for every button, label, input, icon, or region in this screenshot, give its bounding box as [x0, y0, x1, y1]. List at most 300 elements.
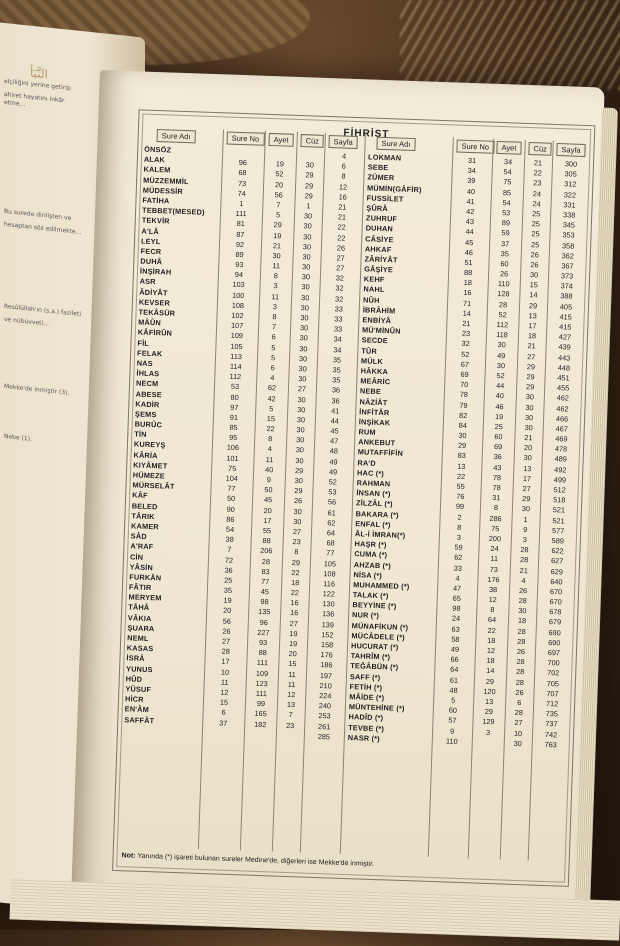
page-number: 49	[329, 456, 338, 467]
surah-name: NUR (*)	[351, 610, 380, 621]
ayah-count: 52	[498, 309, 507, 320]
surah-name: FURKÂN	[129, 572, 162, 583]
surah-name: TAHRÎM (*)	[350, 651, 391, 662]
surah-number: 87	[236, 229, 245, 239]
header-sayfa: Sayfa	[328, 135, 358, 149]
juz-number: 25	[531, 219, 541, 229]
surah-number: 41	[466, 196, 475, 206]
page-number: 41	[331, 405, 340, 416]
surah-name: KASAS	[126, 643, 154, 654]
surah-number: 114	[229, 361, 242, 372]
header-sure-adi: Sure Adı	[157, 129, 196, 143]
surah-name: ÂDİYÂT	[139, 287, 168, 298]
juz-number: 30	[298, 364, 307, 374]
column-divider	[428, 137, 454, 857]
surah-name: İHLAS	[136, 368, 160, 379]
juz-number: 30	[298, 353, 308, 364]
page-number: 35	[332, 355, 342, 365]
left-cuz-column	[278, 150, 322, 731]
surah-number: 32	[461, 339, 470, 349]
page-number: 152	[321, 629, 334, 640]
ayah-count: 9	[266, 475, 271, 485]
page-number: 61	[327, 507, 336, 518]
column-divider	[240, 131, 266, 851]
header-cuz: Cüz	[528, 142, 552, 156]
juz-number: 21	[533, 158, 543, 168]
page-number: 640	[550, 576, 563, 587]
ayah-count: 12	[488, 594, 497, 605]
ayah-count: 96	[259, 617, 269, 627]
ayah-count: 165	[254, 709, 267, 719]
page-number: 33	[333, 324, 343, 334]
left-page-text: Mekke'de inmiştir (3).	[4, 382, 70, 397]
surah-number: 100	[231, 290, 245, 300]
surah-name: FUSSİLET	[366, 193, 404, 204]
surah-name: BURÛC	[134, 419, 163, 430]
surah-name: TEKVİR	[141, 215, 170, 226]
surah-number: 5	[451, 695, 456, 705]
ayah-count: 75	[491, 523, 500, 533]
juz-number: 13	[523, 463, 532, 473]
surah-number: 80	[230, 392, 239, 402]
juz-number: 30	[299, 343, 308, 353]
page-number: 240	[318, 701, 332, 711]
page-number: 116	[323, 578, 336, 589]
juz-number: 24	[532, 198, 541, 209]
surah-number: 94	[234, 270, 244, 280]
surah-name: RUM	[358, 427, 376, 437]
surah-number: 70	[460, 379, 469, 390]
surah-number: 71	[462, 298, 472, 308]
juz-number: 30	[296, 414, 306, 425]
juz-number: 30	[293, 506, 302, 516]
ayah-count: 49	[497, 350, 506, 360]
surah-name: AHKAF	[364, 244, 392, 254]
juz-number: 30	[529, 270, 539, 280]
ayah-count: 34	[503, 157, 513, 167]
ayah-count: 128	[497, 289, 510, 299]
juz-number: 16	[289, 608, 299, 618]
surah-name: CİN	[129, 551, 144, 562]
ayah-count: 200	[488, 533, 502, 544]
juz-number: 30	[524, 412, 534, 423]
index-frame	[112, 109, 595, 886]
right-sayfa-column	[534, 159, 589, 751]
juz-number: 29	[304, 180, 314, 191]
surah-name: KEVSER	[138, 297, 171, 308]
juz-number: 30	[303, 211, 313, 221]
surah-name: ALAK	[143, 154, 166, 165]
surah-number: 49	[450, 644, 460, 654]
juz-number: 30	[513, 738, 522, 748]
juz-number: 21	[519, 565, 529, 575]
left-page-text: Nebe (1).	[4, 432, 32, 443]
left-page-text: ve nübüvveti...	[4, 315, 49, 328]
ayah-count: 5	[270, 352, 276, 363]
ayah-count: 286	[489, 513, 502, 523]
ayah-count: 75	[503, 177, 512, 187]
ayah-count: 22	[487, 625, 496, 635]
left-ayet-column	[246, 149, 294, 730]
surah-number: 33	[453, 563, 463, 573]
surah-number: 101	[226, 453, 239, 463]
page-number: 49	[328, 467, 338, 477]
surah-number: 23	[461, 328, 471, 339]
surah-number: 4	[455, 573, 460, 583]
page-number: 742	[544, 729, 558, 739]
surah-number: 14	[462, 308, 471, 318]
right-ayet-column	[474, 157, 522, 738]
surah-name: ŞEMS	[134, 409, 157, 420]
left-sure-no-column	[204, 147, 262, 729]
page-number: 305	[564, 169, 577, 179]
surah-number: 47	[452, 583, 462, 593]
ayah-count: 135	[257, 607, 271, 617]
juz-number: 13	[286, 700, 296, 710]
ayah-count: 11	[271, 291, 280, 302]
surah-number: 6	[221, 707, 226, 718]
page-number: 415	[559, 312, 572, 322]
juz-number: 20	[523, 443, 533, 453]
surah-name: NİSA (*)	[353, 569, 383, 580]
ayah-count: 98	[260, 597, 269, 607]
page-title: FİHRİST	[343, 127, 390, 141]
juz-number: 30	[295, 455, 304, 465]
surah-number: 56	[222, 616, 232, 626]
surah-name: MÜ'MİNÛN	[361, 325, 401, 336]
page-number: 679	[548, 617, 562, 627]
juz-number: 1	[523, 514, 528, 524]
juz-number: 21	[527, 341, 536, 351]
ayah-count: 5	[269, 403, 274, 413]
juz-number: 29	[522, 494, 531, 504]
surah-name: MÜNAFİKUN (*)	[351, 620, 409, 632]
page-number: 32	[335, 273, 345, 283]
surah-name: FELAK	[136, 348, 163, 359]
ayah-count: 30	[497, 340, 506, 350]
surah-number: 91	[229, 412, 239, 422]
page-number: 512	[553, 485, 566, 495]
juz-number: 30	[303, 231, 312, 241]
ayah-count: 40	[495, 391, 505, 401]
surah-number: 26	[222, 626, 231, 636]
surah-number: 10	[220, 667, 230, 677]
header-sayfa: Sayfa	[556, 143, 586, 157]
page-number: 478	[554, 444, 568, 454]
ayah-count: 20	[263, 505, 272, 515]
page-number: 35	[332, 375, 341, 385]
juz-number: 30	[518, 606, 527, 616]
surah-number: 18	[463, 278, 473, 288]
page-number: 68	[326, 538, 335, 548]
ayah-count: 19	[273, 230, 282, 240]
page-number: 735	[545, 709, 559, 719]
surah-number: 110	[445, 736, 458, 746]
surah-name: BAKARA (*)	[355, 508, 399, 520]
juz-number: 30	[296, 425, 305, 435]
juz-number: 30	[299, 333, 308, 343]
surah-number: 96	[238, 158, 248, 168]
surah-name: KÂFİRÛN	[137, 327, 173, 339]
surah-name: NASR (*)	[347, 732, 381, 743]
surah-name: NAS	[136, 358, 153, 368]
surah-name: YUNUS	[125, 663, 153, 674]
ayah-count: 69	[493, 442, 503, 452]
page-number: 77	[326, 548, 335, 558]
page-number: 139	[321, 619, 335, 630]
ayah-count: 18	[487, 635, 496, 645]
surah-number: 68	[238, 168, 247, 178]
page-number: 62	[327, 517, 336, 528]
juz-number: 20	[288, 649, 297, 659]
surah-number: 65	[452, 593, 461, 603]
juz-number: 29	[305, 170, 314, 180]
ayah-count: 55	[262, 525, 272, 536]
page-number: 56	[327, 497, 337, 507]
surah-name: KEHF	[363, 274, 385, 285]
page-number: 35	[332, 365, 341, 375]
ayah-count: 30	[496, 360, 506, 371]
surah-name: TÂHÂ	[128, 602, 150, 613]
surah-number: 29	[457, 440, 467, 451]
surah-number: 43	[465, 216, 475, 227]
page-number: 108	[323, 568, 336, 579]
juz-number: 27	[292, 526, 302, 537]
page-number: 467	[555, 423, 569, 434]
surah-number: 104	[225, 473, 239, 484]
surah-number: 3	[456, 532, 462, 542]
ayah-count: 8	[493, 503, 499, 513]
juz-number: 30	[301, 282, 310, 292]
juz-number: 15	[529, 280, 538, 290]
juz-number: 28	[514, 707, 524, 718]
surah-name: SÂD	[130, 531, 147, 542]
page-number: 8	[341, 171, 346, 182]
header-ayet: Ayet	[268, 133, 293, 147]
page-number: 489	[554, 454, 567, 464]
surah-name: ASR	[139, 276, 156, 287]
ayah-count: 11	[265, 454, 274, 464]
juz-number: 26	[516, 646, 526, 657]
juz-number: 30	[521, 504, 531, 514]
juz-number: 26	[518, 585, 528, 596]
page-number: 367	[561, 261, 574, 271]
footnote-label: Not:	[121, 852, 136, 860]
surah-number: 28	[221, 646, 231, 657]
surah-number: 7	[227, 545, 232, 555]
ayah-count: 28	[498, 299, 508, 309]
column-divider	[340, 134, 366, 854]
juz-number: 25	[532, 209, 541, 219]
surah-name: YÂSİN	[129, 562, 154, 572]
surah-number: 74	[237, 188, 247, 198]
ayah-count: 60	[500, 258, 509, 269]
surah-name: TEKÂSÜR	[138, 307, 176, 318]
juz-number: 16	[290, 598, 299, 608]
page-number: 122	[322, 589, 336, 599]
surah-name: ANKEBUT	[358, 437, 396, 448]
ayah-count: 85	[502, 187, 512, 197]
ayah-count: 45	[260, 586, 270, 597]
juz-number: 15	[288, 659, 297, 669]
surah-name: TALAK (*)	[352, 590, 389, 601]
surah-name: İNSAN (*)	[356, 488, 391, 499]
surah-number: 113	[230, 351, 243, 361]
surah-number: 50	[226, 494, 236, 504]
surah-name: HÜMEZE	[132, 470, 166, 481]
juz-number: 11	[287, 679, 296, 689]
page-number: 443	[558, 352, 571, 363]
surah-name: ÖNSÖZ	[144, 144, 172, 155]
ayah-count: 37	[500, 238, 510, 248]
surah-name: DUHAN	[365, 223, 394, 234]
surah-name: İNŞİKAK	[358, 417, 391, 428]
surah-number: 9	[449, 726, 455, 736]
juz-number	[298, 150, 322, 161]
page-number: 176	[320, 650, 333, 660]
surah-name: ABESE	[135, 388, 163, 399]
page-number: 197	[319, 670, 333, 681]
surah-number: 105	[230, 341, 243, 351]
page-number: 26	[336, 243, 346, 253]
surah-number: 102	[231, 310, 244, 321]
surah-name: CÂSİYE	[365, 233, 394, 244]
surah-number: 45	[465, 237, 474, 247]
page-number: 34	[333, 344, 342, 355]
surah-number: 21	[462, 318, 471, 329]
ayah-count: 118	[496, 330, 508, 340]
page-number: 22	[337, 222, 346, 232]
ayah-count: 30	[272, 251, 281, 261]
surah-name: MÂİDE (*)	[349, 692, 385, 703]
surah-number: 8	[457, 522, 462, 532]
surah-name: ZÜMER	[367, 172, 395, 183]
page-number: 358	[561, 240, 575, 251]
surah-name: ZÂRİYÂT	[364, 254, 398, 265]
ayah-count: 54	[502, 197, 511, 208]
page-number: 48	[329, 446, 339, 456]
juz-number: 30	[299, 323, 309, 333]
page-number: 415	[559, 322, 572, 332]
page-number: 627	[550, 556, 564, 566]
index-page	[70, 70, 604, 937]
ayah-count: 120	[483, 686, 496, 696]
page-number: 499	[553, 474, 567, 485]
juz-number: 28	[517, 626, 526, 636]
ayah-count: 88	[258, 648, 267, 658]
page-number: 32	[334, 293, 344, 304]
surah-number: 15	[219, 697, 229, 707]
juz-number: 4	[521, 575, 526, 585]
ayah-count: 112	[496, 319, 509, 330]
juz-number: 29	[291, 557, 301, 567]
left-page-text: Bu surede dirilişten ve	[4, 207, 72, 222]
juz-number: 17	[528, 321, 537, 331]
page-number: 700	[547, 658, 560, 668]
ayah-count: 93	[258, 637, 268, 648]
surah-name: TEĞÂBÜN (*)	[350, 661, 399, 673]
page-number: 130	[322, 599, 335, 609]
surah-name: KALEM	[143, 164, 171, 175]
juz-number: 18	[527, 331, 537, 341]
page-number: 186	[320, 660, 333, 670]
surah-name: KÂF	[132, 490, 148, 501]
surah-number: 27	[221, 636, 231, 646]
juz-number: 17	[522, 473, 532, 484]
surah-number: 99	[455, 502, 465, 512]
juz-number: 13	[528, 310, 537, 321]
ayah-count: 45	[263, 495, 273, 505]
surah-number: 92	[235, 239, 245, 249]
surah-name: FATİHA	[142, 195, 170, 206]
page-number: 158	[320, 640, 334, 650]
surah-name: NÂZİÂT	[359, 396, 388, 407]
ayah-count: 26	[499, 269, 509, 279]
ayah-count: 4	[267, 444, 273, 454]
surah-name: İSRÂ	[126, 653, 145, 664]
surah-number: 16	[463, 288, 472, 298]
surah-number: 34	[467, 166, 476, 176]
ayah-count: 52	[275, 169, 284, 179]
page-number: 462	[556, 403, 569, 414]
surah-number: 109	[230, 331, 244, 341]
juz-number: 8	[294, 547, 299, 557]
page-number: 44	[330, 416, 340, 426]
surah-name: NEBE	[359, 386, 382, 397]
juz-number: 11	[288, 669, 296, 679]
ayah-count: 52	[496, 370, 505, 381]
page-number: 362	[561, 250, 575, 261]
juz-number: 30	[298, 374, 307, 384]
ayah-count: 206	[260, 546, 273, 556]
page-number: 707	[546, 688, 559, 699]
ayah-count: 6	[271, 332, 276, 342]
surah-number: 90	[226, 504, 235, 514]
ayah-count: 111	[256, 658, 269, 668]
page-number: 261	[317, 721, 331, 731]
surah-number: 12	[220, 687, 229, 697]
ayah-count: 5	[275, 210, 281, 220]
juz-number: 30	[305, 160, 315, 170]
surah-name: FÂTIR	[128, 582, 152, 593]
surah-name: MÜDESSİR	[142, 185, 184, 196]
page-number: 405	[559, 301, 573, 312]
left-page-text: hesaptan söz edilmekte...	[4, 220, 82, 237]
juz-number: 29	[526, 372, 535, 382]
juz-number: 30	[300, 313, 309, 323]
surah-name: MÜNTEHİNE (*)	[348, 702, 405, 714]
page-number: 521	[552, 505, 566, 515]
surah-name: SEBE	[367, 162, 389, 173]
ayah-count: 227	[257, 627, 270, 638]
juz-number: 18	[517, 616, 527, 626]
page-number: 518	[553, 495, 566, 505]
juz-number: 22	[290, 588, 300, 598]
surah-number: 54	[225, 524, 235, 534]
ayah-count: 99	[256, 698, 266, 709]
juz-number: 30	[525, 392, 535, 402]
surah-number: 84	[458, 420, 468, 430]
surah-name: CUMA (*)	[354, 549, 388, 560]
page-number: 622	[551, 546, 564, 556]
surah-name: ÂL-İ İMRAN(*)	[354, 529, 406, 540]
surah-name: NECM	[135, 378, 159, 389]
surah-name: MEÂRİC	[360, 376, 391, 387]
juz-number: 28	[516, 657, 525, 667]
surah-number: 61	[449, 675, 459, 685]
header-sure-no: Sure No	[456, 139, 494, 153]
ayah-count: 182	[254, 719, 267, 729]
